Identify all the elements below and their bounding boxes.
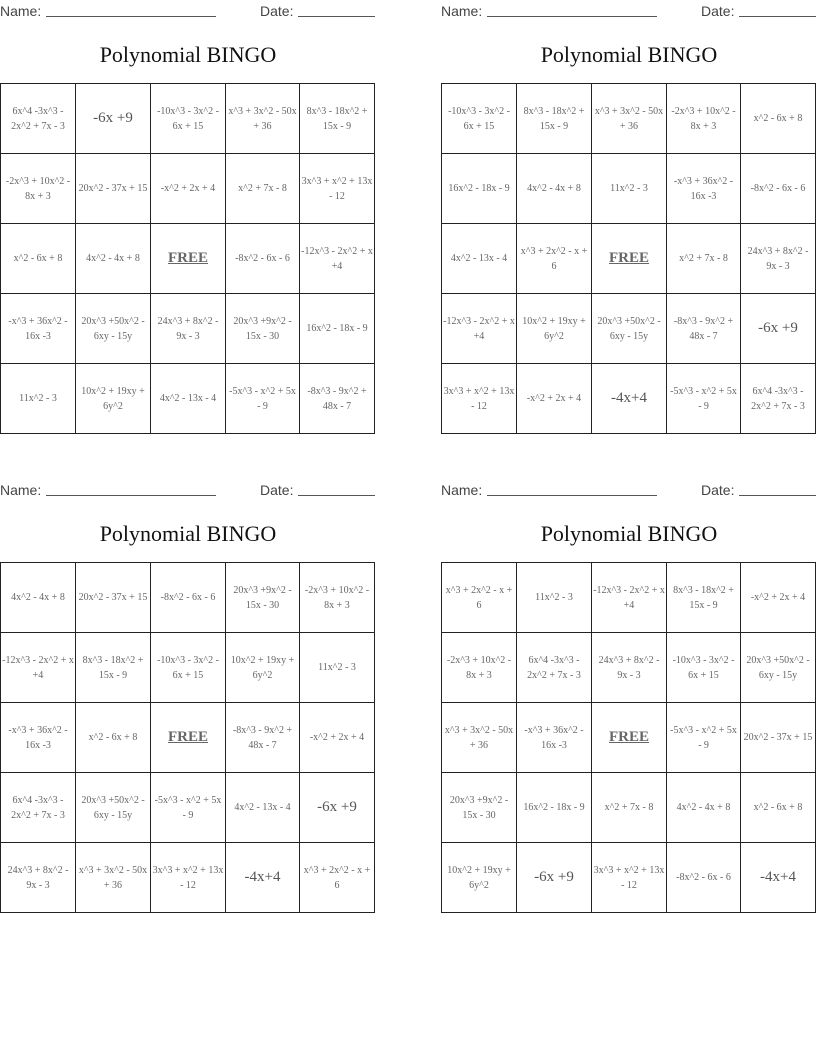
bingo-grid (0, 83, 375, 434)
bingo-cell[interactable]: -8x^2 - 6x - 6 (667, 843, 741, 913)
bingo-cell[interactable]: -5x^3 - x^2 + 5x - 9 (667, 364, 741, 434)
bingo-cell[interactable]: -6x +9 (741, 294, 816, 364)
name-blank[interactable] (487, 16, 657, 17)
bingo-cell[interactable]: 6x^4 -3x^3 - 2x^2 + 7x - 3 (1, 773, 76, 843)
bingo-grid (0, 562, 375, 913)
bingo-cell[interactable]: x^3 + 2x^2 - x + 6 (517, 224, 592, 294)
date-label: Date: (260, 3, 294, 19)
bingo-cell[interactable]: -4x+4 (226, 843, 300, 913)
bingo-cell[interactable]: 24x^3 + 8x^2 - 9x - 3 (151, 294, 226, 364)
bingo-cell[interactable]: 4x^2 - 13x - 4 (442, 224, 517, 294)
bingo-cell[interactable]: -8x^2 - 6x - 6 (226, 224, 300, 294)
bingo-cell[interactable]: 24x^3 + 8x^2 - 9x - 3 (1, 843, 76, 913)
bingo-cell[interactable]: 4x^2 - 13x - 4 (226, 773, 300, 843)
bingo-cell[interactable]: 8x^3 - 18x^2 + 15x - 9 (517, 84, 592, 154)
bingo-cell[interactable]: 10x^2 + 19xy + 6y^2 (76, 364, 151, 434)
bingo-cell[interactable]: -6x +9 (76, 84, 151, 154)
bingo-cell[interactable]: -5x^3 - x^2 + 5x - 9 (226, 364, 300, 434)
bingo-cell[interactable]: -x^2 + 2x + 4 (300, 703, 375, 773)
bingo-cell[interactable]: -x^3 + 36x^2 - 16x -3 (1, 703, 76, 773)
bingo-cell[interactable]: -10x^3 - 3x^2 - 6x + 15 (667, 633, 741, 703)
bingo-cell[interactable]: -x^2 + 2x + 4 (517, 364, 592, 434)
name-blank[interactable] (487, 495, 657, 496)
bingo-cell[interactable]: -2x^3 + 10x^2 - 8x + 3 (442, 633, 517, 703)
card-title: Polynomial BINGO (540, 42, 718, 67)
bingo-cell[interactable]: x^3 + 3x^2 - 50x + 36 (76, 843, 151, 913)
date-blank[interactable] (298, 495, 375, 496)
bingo-cell[interactable]: 11x^2 - 3 (592, 154, 667, 224)
free-space[interactable]: FREE (151, 224, 226, 294)
bingo-cell[interactable]: -x^2 + 2x + 4 (741, 563, 816, 633)
bingo-cell[interactable]: -12x^3 - 2x^2 + x +4 (300, 224, 375, 294)
bingo-cell[interactable]: x^2 - 6x + 8 (76, 703, 151, 773)
bingo-cell[interactable]: -2x^3 + 10x^2 - 8x + 3 (1, 154, 76, 224)
card-header (441, 479, 816, 501)
date-blank[interactable] (298, 16, 375, 17)
bingo-cell[interactable]: -8x^3 - 9x^2 + 48x - 7 (300, 364, 375, 434)
bingo-cell[interactable]: 10x^2 + 19xy + 6y^2 (442, 843, 517, 913)
bingo-cell[interactable]: -12x^3 - 2x^2 + x +4 (1, 633, 76, 703)
bingo-cell[interactable]: -6x +9 (300, 773, 375, 843)
bingo-cell[interactable]: -8x^2 - 6x - 6 (151, 563, 226, 633)
bingo-cell[interactable]: 20x^3 +50x^2 - 6xy - 15y (76, 294, 151, 364)
bingo-cell[interactable]: -x^2 + 2x + 4 (151, 154, 226, 224)
bingo-cell[interactable]: -x^3 + 36x^2 - 16x -3 (1, 294, 76, 364)
bingo-cell[interactable]: -5x^3 - x^2 + 5x - 9 (151, 773, 226, 843)
bingo-cell[interactable]: 11x^2 - 3 (300, 633, 375, 703)
bingo-cell[interactable]: 4x^2 - 4x + 8 (1, 563, 76, 633)
bingo-cell[interactable]: -12x^3 - 2x^2 + x +4 (592, 563, 667, 633)
bingo-cell[interactable]: 10x^2 + 19xy + 6y^2 (517, 294, 592, 364)
date-label: Date: (260, 482, 294, 498)
bingo-cell[interactable]: x^3 + 3x^2 - 50x + 36 (442, 703, 517, 773)
free-space[interactable]: FREE (592, 703, 667, 773)
bingo-cell[interactable]: -10x^3 - 3x^2 - 6x + 15 (151, 633, 226, 703)
name-label: Name: (441, 3, 483, 19)
bingo-cell[interactable]: 4x^2 - 13x - 4 (151, 364, 226, 434)
free-space[interactable]: FREE (151, 703, 226, 773)
bingo-cell[interactable]: 8x^3 - 18x^2 + 15x - 9 (76, 633, 151, 703)
bingo-cell[interactable]: x^2 + 7x - 8 (226, 154, 300, 224)
bingo-cell[interactable]: 3x^3 + x^2 + 13x - 12 (592, 843, 667, 913)
name-label: Name: (441, 482, 483, 498)
bingo-cell[interactable]: 20x^3 +50x^2 - 6xy - 15y (741, 633, 816, 703)
bingo-cell[interactable]: 4x^2 - 4x + 8 (517, 154, 592, 224)
name-label: Name: (0, 3, 42, 19)
bingo-cell[interactable]: 24x^3 + 8x^2 - 9x - 3 (741, 224, 816, 294)
bingo-cell[interactable]: 6x^4 -3x^3 - 2x^2 + 7x - 3 (741, 364, 816, 434)
bingo-cell[interactable]: x^3 + 2x^2 - x + 6 (300, 843, 375, 913)
name-blank[interactable] (46, 16, 216, 17)
bingo-cell[interactable]: -4x+4 (741, 843, 816, 913)
bingo-cell[interactable]: 20x^2 - 37x + 15 (741, 703, 816, 773)
bingo-cell[interactable]: 3x^3 + x^2 + 13x - 12 (300, 154, 375, 224)
bingo-cell[interactable]: 10x^2 + 19xy + 6y^2 (226, 633, 300, 703)
bingo-cell[interactable]: x^3 + 2x^2 - x + 6 (442, 563, 517, 633)
bingo-cell[interactable]: -12x^3 - 2x^2 + x +4 (442, 294, 517, 364)
card-header (441, 0, 816, 22)
bingo-grid (441, 83, 816, 434)
bingo-cell[interactable]: 4x^2 - 4x + 8 (76, 224, 151, 294)
bingo-cell[interactable]: -2x^3 + 10x^2 - 8x + 3 (300, 563, 375, 633)
bingo-cell[interactable]: x^2 + 7x - 8 (592, 773, 667, 843)
bingo-cell[interactable]: -8x^3 - 9x^2 + 48x - 7 (226, 703, 300, 773)
bingo-cell[interactable]: 3x^3 + x^2 + 13x - 12 (442, 364, 517, 434)
date-blank[interactable] (739, 495, 816, 496)
bingo-cell[interactable]: 8x^3 - 18x^2 + 15x - 9 (667, 563, 741, 633)
bingo-cell[interactable]: 4x^2 - 4x + 8 (667, 773, 741, 843)
bingo-cell[interactable]: 20x^3 +50x^2 - 6xy - 15y (76, 773, 151, 843)
bingo-card (0, 479, 376, 909)
free-space[interactable]: FREE (592, 224, 667, 294)
card-title: Polynomial BINGO (99, 42, 277, 67)
bingo-cell[interactable]: 16x^2 - 18x - 9 (442, 154, 517, 224)
bingo-cell[interactable]: -2x^3 + 10x^2 - 8x + 3 (667, 84, 741, 154)
bingo-cell[interactable]: 20x^3 +9x^2 - 15x - 30 (226, 563, 300, 633)
date-blank[interactable] (739, 16, 816, 17)
bingo-cell[interactable]: x^3 + 3x^2 - 50x + 36 (592, 84, 667, 154)
bingo-cell[interactable]: -10x^3 - 3x^2 - 6x + 15 (442, 84, 517, 154)
bingo-cell[interactable]: 16x^2 - 18x - 9 (300, 294, 375, 364)
card-header (0, 0, 376, 22)
bingo-cell[interactable]: -x^3 + 36x^2 - 16x -3 (667, 154, 741, 224)
bingo-cell[interactable]: 16x^2 - 18x - 9 (517, 773, 592, 843)
bingo-cell[interactable]: -5x^3 - x^2 + 5x - 9 (667, 703, 741, 773)
bingo-card (0, 0, 376, 430)
bingo-cell[interactable]: -4x+4 (592, 364, 667, 434)
bingo-cell[interactable]: x^2 - 6x + 8 (741, 773, 816, 843)
bingo-cell[interactable]: -8x^3 - 9x^2 + 48x - 7 (667, 294, 741, 364)
bingo-cell[interactable]: x^2 + 7x - 8 (667, 224, 741, 294)
bingo-cell[interactable]: 20x^2 - 37x + 15 (76, 563, 151, 633)
card-title: Polynomial BINGO (540, 521, 718, 546)
bingo-cell[interactable]: x^3 + 3x^2 - 50x + 36 (226, 84, 300, 154)
bingo-cell[interactable]: 11x^2 - 3 (1, 364, 76, 434)
bingo-grid (441, 562, 816, 913)
bingo-cell[interactable]: 20x^3 +50x^2 - 6xy - 15y (592, 294, 667, 364)
name-label: Name: (0, 482, 42, 498)
bingo-cell[interactable]: -8x^2 - 6x - 6 (741, 154, 816, 224)
card-header (0, 479, 376, 501)
bingo-cell[interactable]: 20x^3 +9x^2 - 15x - 30 (226, 294, 300, 364)
bingo-cell[interactable]: 24x^3 + 8x^2 - 9x - 3 (592, 633, 667, 703)
bingo-cell[interactable]: 8x^3 - 18x^2 + 15x - 9 (300, 84, 375, 154)
bingo-cell[interactable]: 11x^2 - 3 (517, 563, 592, 633)
bingo-cell[interactable]: -x^3 + 36x^2 - 16x -3 (517, 703, 592, 773)
name-blank[interactable] (46, 495, 216, 496)
bingo-cell[interactable]: x^2 - 6x + 8 (741, 84, 816, 154)
bingo-cell[interactable]: 3x^3 + x^2 + 13x - 12 (151, 843, 226, 913)
bingo-cell[interactable]: x^2 - 6x + 8 (1, 224, 76, 294)
date-label: Date: (701, 482, 735, 498)
card-title: Polynomial BINGO (99, 521, 277, 546)
bingo-cell[interactable]: 6x^4 -3x^3 - 2x^2 + 7x - 3 (517, 633, 592, 703)
bingo-cell[interactable]: -10x^3 - 3x^2 - 6x + 15 (151, 84, 226, 154)
bingo-cell[interactable]: 20x^2 - 37x + 15 (76, 154, 151, 224)
bingo-card (441, 0, 816, 430)
bingo-card (441, 479, 816, 909)
bingo-cell[interactable]: 6x^4 -3x^3 - 2x^2 + 7x - 3 (1, 84, 76, 154)
date-label: Date: (701, 3, 735, 19)
bingo-cell[interactable]: 20x^3 +9x^2 - 15x - 30 (442, 773, 517, 843)
bingo-cell[interactable]: -6x +9 (517, 843, 592, 913)
